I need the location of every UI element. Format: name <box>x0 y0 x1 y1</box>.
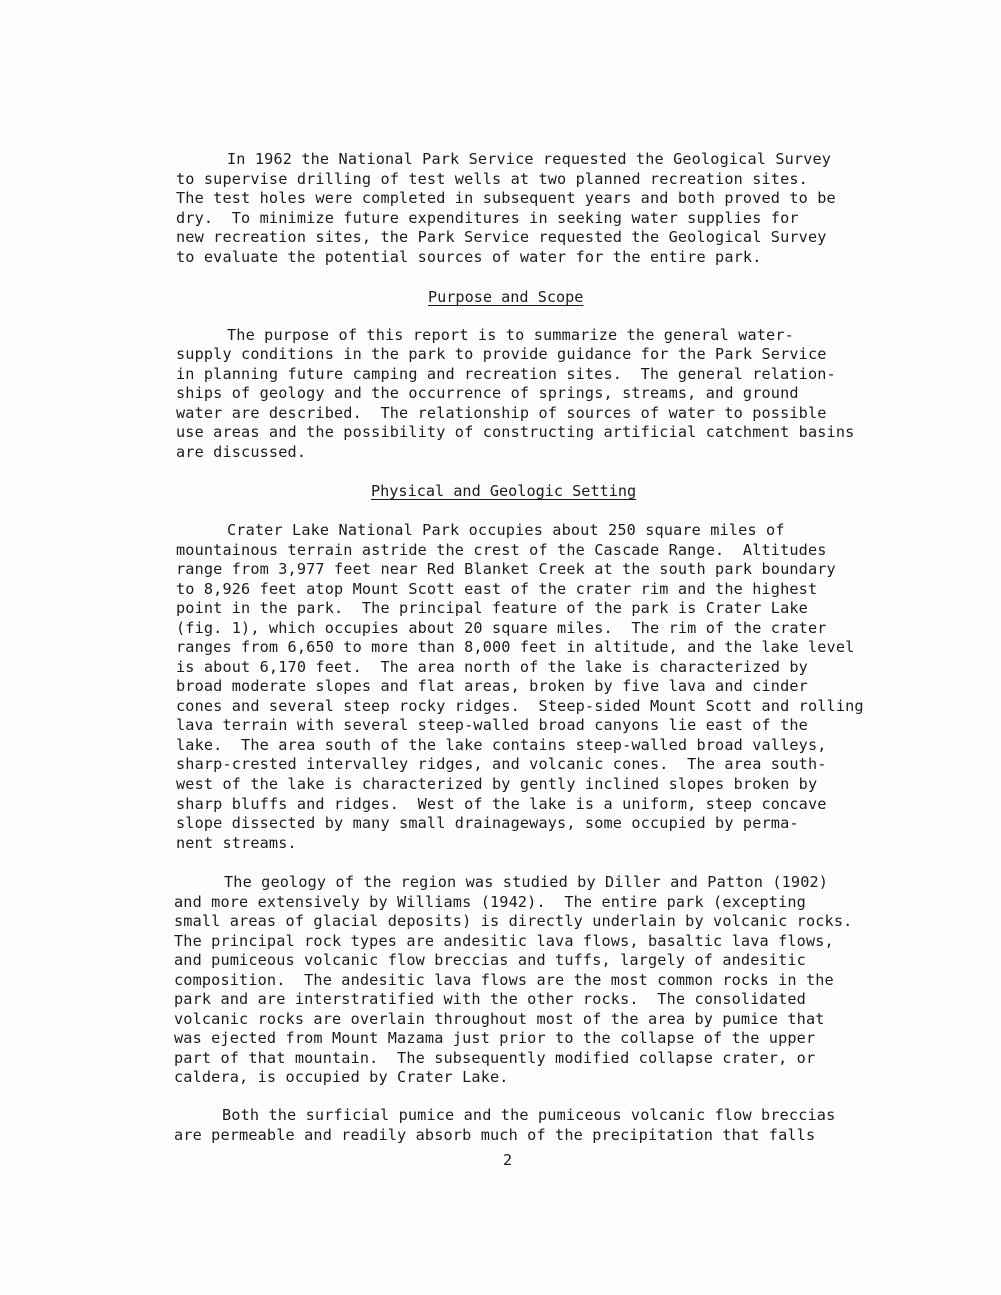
text-line: The principal rock types are andesitic lava flows, basaltic lava flows, <box>174 932 834 950</box>
text-line: lake. The area south of the lake contains steep-walled broad valleys, <box>176 736 827 754</box>
text-line: ships of geology and the occurrence of springs, streams, and ground <box>176 384 799 402</box>
text-line: are discussed. <box>176 443 307 461</box>
text-line: (fig. 1), which occupies about 20 square miles. The rim of the crater <box>176 619 827 637</box>
text-line: use areas and the possibility of constructing artificial catchment basins <box>176 423 855 441</box>
text-line: In 1962 the National Park Service requested the Geological Survey <box>227 150 832 168</box>
text-line: and more extensively by Williams (1942). The entire park (excepting <box>174 893 806 911</box>
text-line: Both the surficial pumice and the pumiceous volcanic flow breccias <box>222 1106 836 1124</box>
text-line: caldera, is occupied by Crater Lake. <box>174 1068 509 1086</box>
text-line: ranges from 6,650 to more than 8,000 feet in altitude, and the lake level <box>176 638 855 656</box>
text-line: to evaluate the potential sources of water for the entire park. <box>176 248 762 266</box>
text-line: sharp bluffs and ridges. West of the lake is a uniform, steep concave <box>176 795 827 813</box>
text-line: broad moderate slopes and flat areas, broken by five lava and cinder <box>176 677 808 695</box>
text-line: dry. To minimize future expenditures in seeking water supplies for <box>176 209 799 227</box>
text-line: to supervise drilling of test wells at two planned recreation sites. <box>176 170 808 188</box>
text-line: lava terrain with several steep-walled broad canyons lie east of the <box>176 716 808 734</box>
text-line: sharp-crested intervalley ridges, and volcanic cones. The area south- <box>176 755 827 773</box>
text-line: range from 3,977 feet near Red Blanket Creek at the south park boundary <box>176 560 836 578</box>
text-line: The geology of the region was studied by Diller and Patton (1902) <box>224 873 829 891</box>
text-line: point in the park. The principal feature of the park is Crater Lake <box>176 599 808 617</box>
text-line: The purpose of this report is to summarize the general water- <box>227 326 794 344</box>
text-line: slope dissected by many small drainageways, some occupied by perma- <box>176 814 799 832</box>
text-line: water are described. The relationship of sources of water to possible <box>176 404 827 422</box>
text-line: volcanic rocks are overlain throughout most of the area by pumice that <box>174 1010 825 1028</box>
text-line: cones and several steep rocky ridges. Steep-sided Mount Scott and rolling <box>176 697 864 715</box>
text-line: was ejected from Mount Mazama just prior to the collapse of the upper <box>174 1029 816 1047</box>
text-line: composition. The andesitic lava flows are the most common rocks in the <box>174 971 834 989</box>
text-line: nent streams. <box>176 834 297 852</box>
text-line: mountainous terrain astride the crest of the Cascade Range. Altitudes <box>176 541 827 559</box>
section-heading-setting: Physical and Geologic Setting <box>371 482 637 500</box>
text-line: park and are interstratified with the other rocks. The consolidated <box>174 990 806 1008</box>
section-heading-purpose: Purpose and Scope <box>428 288 584 306</box>
text-line: in planning future camping and recreation sites. The general relation- <box>176 365 836 383</box>
text-line: are permeable and readily absorb much of the precipitation that falls <box>174 1126 816 1144</box>
page-number: 2 <box>503 1151 513 1169</box>
text-line: supply conditions in the park to provide guidance for the Park Service <box>176 345 827 363</box>
text-line: The test holes were completed in subsequent years and both proved to be <box>176 189 836 207</box>
text-line: Crater Lake National Park occupies about 250 square miles of <box>227 521 785 539</box>
text-line: and pumiceous volcanic flow breccias and tuffs, largely of andesitic <box>174 951 806 969</box>
text-line: is about 6,170 feet. The area north of the lake is characterized by <box>176 658 808 676</box>
text-line: small areas of glacial deposits) is directly underlain by volcanic rocks. <box>174 912 853 930</box>
text-line: part of that mountain. The subsequently modified collapse crater, or <box>174 1049 816 1067</box>
text-line: west of the lake is characterized by gently inclined slopes broken by <box>176 775 818 793</box>
text-line: new recreation sites, the Park Service requested the Geological Survey <box>176 228 827 246</box>
text-line: to 8,926 feet atop Mount Scott east of the crater rim and the highest <box>176 580 818 598</box>
